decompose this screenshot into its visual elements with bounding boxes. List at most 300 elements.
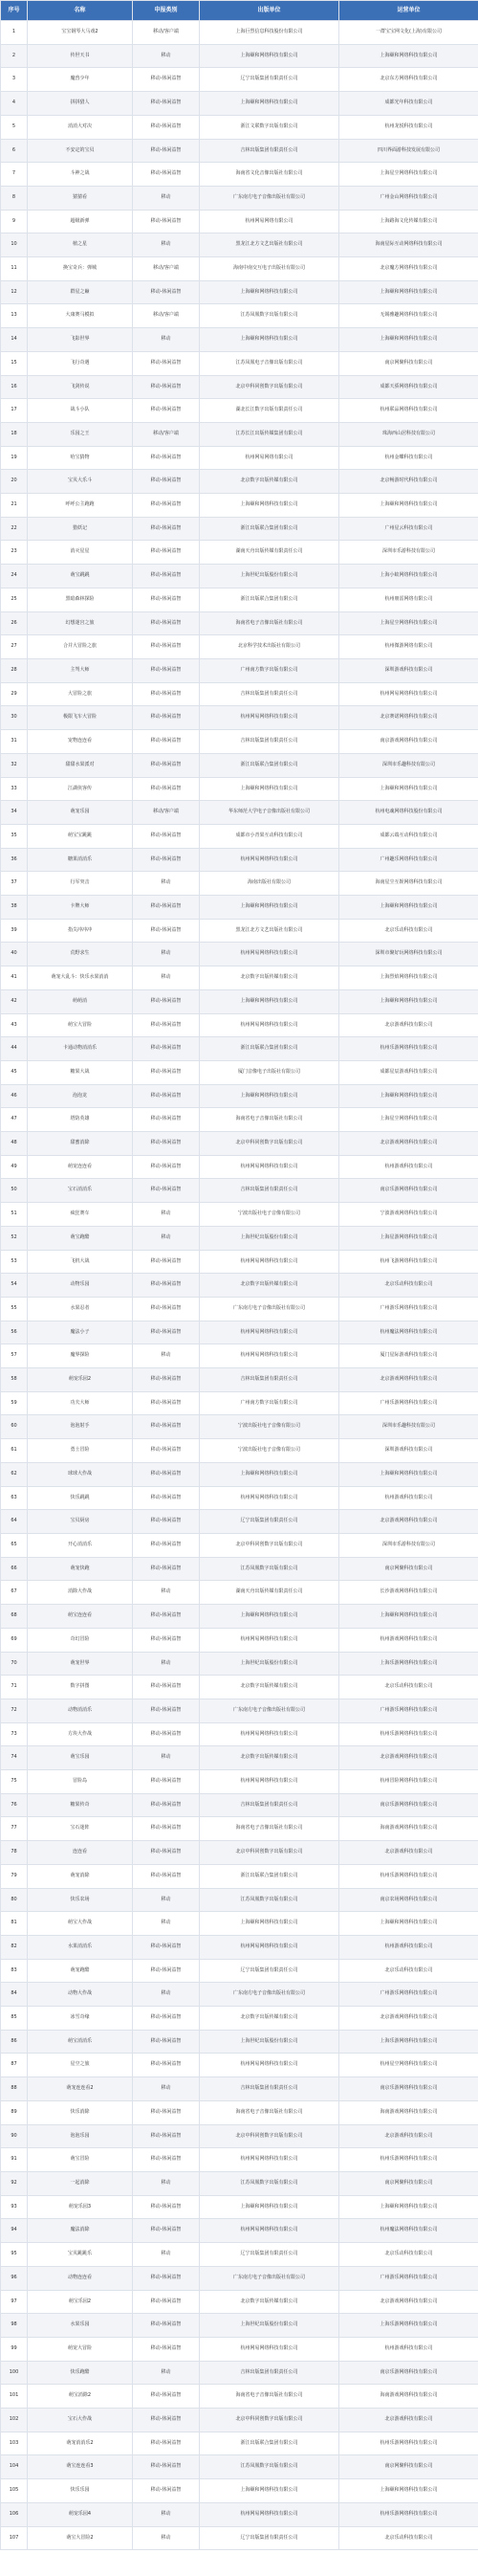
cell-name: 奇幻冒险 [28, 1628, 133, 1652]
cell-name: 萌宝宝跳跳 [28, 824, 133, 848]
cell-category: 移动-休闲益智 [133, 1391, 200, 1415]
cell-category: 移动-休闲益智 [133, 730, 200, 754]
cell-operator: 上海颐和网络科技有限公司 [339, 2195, 478, 2219]
cell-index: 12 [1, 280, 28, 304]
cell-operator: 杭州游戏科技有限公司 [339, 1486, 478, 1510]
cell-publisher: 吉林出版集团有限责任公司 [200, 139, 339, 163]
cell-category: 移动-休闲益智 [133, 2409, 200, 2432]
cell-index: 8 [1, 186, 28, 210]
cell-index: 76 [1, 1793, 28, 1817]
cell-publisher: 吉林出版集团有限责任公司 [200, 1368, 339, 1392]
cell-name: 宝贝大乐斗 [28, 470, 133, 494]
cell-index: 11 [1, 257, 28, 281]
cell-publisher: 杭州网易网络科技有限公司 [200, 1155, 339, 1179]
cell-category: 移动-休闲益智 [133, 2314, 200, 2338]
cell-operator: 南京乐游网络科技有限公司 [339, 2361, 478, 2385]
table-row [1, 375, 478, 399]
cell-publisher: 广东南方电子音像出版社有限公司 [200, 1699, 339, 1722]
cell-category: 移动 [133, 1912, 200, 1936]
table-row [1, 2337, 478, 2361]
cell-index: 16 [1, 375, 28, 399]
cell-publisher: 华东师范大学电子音像出版社有限公司 [200, 801, 339, 825]
cell-name: 动物大作战 [28, 1983, 133, 2007]
cell-name: 宝贝厨房 [28, 1510, 133, 1534]
cell-category: 移动 [133, 2526, 200, 2550]
cell-index: 40 [1, 943, 28, 966]
table-row [1, 139, 478, 163]
cell-name: 水果乐园 [28, 2314, 133, 2338]
table-row [1, 2195, 478, 2219]
cell-name: 萌宠世界 [28, 1652, 133, 1676]
cell-category: 移动-休闲益智 [133, 2455, 200, 2479]
cell-category: 移动-休闲益智 [133, 1959, 200, 1983]
table-row [1, 1888, 478, 1912]
cell-category: 移动 [133, 2502, 200, 2526]
cell-name: 消消大对决 [28, 115, 133, 139]
cell-name: 行军突击 [28, 872, 133, 896]
cell-index: 29 [1, 682, 28, 706]
cell-index: 47 [1, 1108, 28, 1132]
cell-publisher: 成都市小青果互动科技有限公司 [200, 824, 339, 848]
cell-category: 移动 [133, 1226, 200, 1250]
table-row [1, 565, 478, 588]
cell-publisher: 黑龙江北方文艺出版社有限公司 [200, 919, 339, 943]
cell-name: 快乐农场 [28, 1888, 133, 1912]
cell-index: 79 [1, 1864, 28, 1888]
cell-name: 魔法小子 [28, 1321, 133, 1344]
cell-index: 39 [1, 919, 28, 943]
table-row [1, 1510, 478, 1534]
table-row [1, 541, 478, 565]
table-row [1, 2219, 478, 2243]
cell-publisher: 杭州网易网络科技有限公司 [200, 706, 339, 730]
cell-category: 移动-休闲益智 [133, 2266, 200, 2290]
cell-name: 指尖冲冲冲 [28, 919, 133, 943]
cell-operator: 杭州乐游网络科技有限公司 [339, 2148, 478, 2172]
cell-publisher: 浙江出版联合集团有限公司 [200, 1864, 339, 1888]
cell-index: 7 [1, 163, 28, 187]
cell-category: 移动-休闲益智 [133, 1864, 200, 1888]
cell-category: 移动 [133, 1203, 200, 1227]
cell-category: 移动-休闲益智 [133, 1274, 200, 1298]
cell-operator: 杭州朋雷网络有限公司 [339, 588, 478, 611]
header-name: 名称 [28, 1, 133, 21]
cell-publisher: 杭州网易网络科技有限公司 [200, 1321, 339, 1344]
cell-name: 萌宝消消乐 [28, 2030, 133, 2054]
cell-name: 萌宠快跑 [28, 1557, 133, 1581]
cell-category: 移动-休闲益智 [133, 1415, 200, 1439]
table-row [1, 1391, 478, 1415]
cell-publisher: 上海颐和网络科技有限公司 [200, 1912, 339, 1936]
cell-category: 移动 [133, 2171, 200, 2195]
cell-index: 94 [1, 2219, 28, 2243]
cell-category: 移动-休闲益智 [133, 1935, 200, 1959]
cell-index: 19 [1, 446, 28, 470]
cell-publisher: 吉林出版集团有限责任公司 [200, 2361, 339, 2385]
table-row [1, 2526, 478, 2550]
cell-category: 移动-休闲益智 [133, 1179, 200, 1203]
cell-category: 移动-休闲益智 [133, 446, 200, 470]
cell-category: 移动-休闲益智 [133, 588, 200, 611]
cell-publisher: 北京数字出版传媒有限公司 [200, 2007, 339, 2031]
cell-category: 移动-休闲益智 [133, 635, 200, 659]
cell-index: 45 [1, 1060, 28, 1084]
cell-category: 移动-休闲益智 [133, 1605, 200, 1629]
table-row [1, 588, 478, 611]
cell-index: 42 [1, 989, 28, 1013]
cell-publisher: 海南省电子音像出版社有限公司 [200, 2100, 339, 2124]
cell-publisher: 上海颐和网络科技有限公司 [200, 2479, 339, 2503]
cell-operator: 北京乐动科技有限公司 [339, 1274, 478, 1298]
cell-category: 移动-休闲益智 [133, 1722, 200, 1746]
table-row [1, 730, 478, 754]
cell-name: 卡牌大师 [28, 896, 133, 920]
cell-category: 移动-休闲益智 [133, 777, 200, 801]
cell-operator: 上海烈焰网络科技有限公司 [339, 966, 478, 990]
cell-name: 动物乐园 [28, 1274, 133, 1298]
cell-publisher: 海南出版社有限公司 [200, 872, 339, 896]
cell-name: 江湖侠客传 [28, 777, 133, 801]
cell-name: 星空之旅 [28, 2054, 133, 2077]
cell-index: 26 [1, 611, 28, 635]
cell-index: 75 [1, 1770, 28, 1794]
cell-index: 67 [1, 1581, 28, 1605]
cell-index: 98 [1, 2314, 28, 2338]
cell-operator: 长沙游戏网络科技有限公司 [339, 1581, 478, 1605]
cell-publisher: 杭州网易网络科技有限公司 [200, 1250, 339, 1274]
cell-index: 70 [1, 1652, 28, 1676]
cell-index: 27 [1, 635, 28, 659]
cell-operator: 海南游戏网络科技有限公司 [339, 1817, 478, 1841]
cell-category: 移动/客户端 [133, 304, 200, 328]
table-row [1, 1321, 478, 1344]
cell-name: 宝贝跳跳乐 [28, 2243, 133, 2267]
cell-publisher: 海南省电子音像出版社有限公司 [200, 2385, 339, 2409]
cell-index: 60 [1, 1415, 28, 1439]
table-row [1, 2077, 478, 2101]
table-row [1, 2385, 478, 2409]
cell-index: 57 [1, 1344, 28, 1368]
cell-index: 103 [1, 2432, 28, 2455]
cell-publisher: 杭州网易网络科技有限公司 [200, 2502, 339, 2526]
cell-index: 58 [1, 1368, 28, 1392]
cell-publisher: 北京中科同创数字出版有限公司 [200, 375, 339, 399]
cell-name: 猎妖记 [28, 517, 133, 541]
cell-index: 23 [1, 541, 28, 565]
cell-index: 18 [1, 422, 28, 446]
table-row [1, 2171, 478, 2195]
cell-index: 17 [1, 399, 28, 423]
cell-operator: 海南星尘互娱网络科技有限公司 [339, 872, 478, 896]
cell-index: 34 [1, 801, 28, 825]
cell-index: 4 [1, 92, 28, 116]
cell-operator: 北京乐动科技有限公司 [339, 919, 478, 943]
cell-publisher: 北京数字出版传媒有限公司 [200, 966, 339, 990]
cell-index: 55 [1, 1297, 28, 1321]
cell-category: 移动-休闲益智 [133, 1060, 200, 1084]
cell-category: 移动 [133, 328, 200, 352]
cell-index: 74 [1, 1746, 28, 1770]
cell-operator: 北京东方网络科技有限公司 [339, 68, 478, 92]
cell-operator: 杭州金蝶科技有限公司 [339, 446, 478, 470]
cell-operator: 北京畅游时代科技有限公司 [339, 470, 478, 494]
cell-index: 92 [1, 2171, 28, 2195]
cell-operator: 北京赛诺网络科技有限公司 [339, 706, 478, 730]
table-row [1, 611, 478, 635]
cell-operator: 深圳市乐趣科技有限公司 [339, 1415, 478, 1439]
cell-name: 萌宝乐园2 [28, 2290, 133, 2314]
cell-category: 移动-休闲益智 [133, 2219, 200, 2243]
cell-name: 冰雪奇缘 [28, 2007, 133, 2031]
cell-name: 群星之巅 [28, 280, 133, 304]
cell-category: 移动-休闲益智 [133, 2007, 200, 2031]
table-row [1, 1770, 478, 1794]
cell-name: 魔界探险 [28, 1344, 133, 1368]
cell-category: 移动-休闲益智 [133, 919, 200, 943]
cell-category: 移动-休闲益智 [133, 210, 200, 233]
cell-category: 移动-休闲益智 [133, 1155, 200, 1179]
cell-category: 移动-休闲益智 [133, 1676, 200, 1699]
cell-name: 糖果消消乐 [28, 848, 133, 872]
cell-operator: 深圳游戏科技有限公司 [339, 1439, 478, 1463]
cell-category: 移动-休闲益智 [133, 2479, 200, 2503]
cell-category: 移动-休闲益智 [133, 1534, 200, 1558]
table-row [1, 92, 478, 116]
cell-name: 卡通动物消消乐 [28, 1037, 133, 1061]
cell-index: 65 [1, 1534, 28, 1558]
cell-index: 99 [1, 2337, 28, 2361]
cell-operator: 成都光年科技有限公司 [339, 92, 478, 116]
cell-publisher: 上海颐和网络科技有限公司 [200, 494, 339, 518]
cell-operator: 上海颐和网络科技有限公司 [339, 777, 478, 801]
cell-operator: 广州游乐网络科技有限公司 [339, 1983, 478, 2007]
cell-category: 移动/客户端 [133, 801, 200, 825]
cell-operator: 北京游戏网络科技有限公司 [339, 2007, 478, 2031]
cell-publisher: 上海颐和网络科技有限公司 [200, 1462, 339, 1486]
cell-name: 不安定的宝贝 [28, 139, 133, 163]
cell-operator: 上海颐和网络科技有限公司 [339, 989, 478, 1013]
cell-operator: 杭州飞游网络科技有限公司 [339, 1250, 478, 1274]
table-row [1, 2290, 478, 2314]
cell-operator: 深圳市乐趣科技有限公司 [339, 753, 478, 777]
cell-name: 萌萌消 [28, 989, 133, 1013]
cell-publisher: 杭州网易网络科技有限公司 [200, 1770, 339, 1794]
cell-category: 移动-休闲益智 [133, 280, 200, 304]
cell-name: 萌宠大冒险 [28, 2337, 133, 2361]
table-row [1, 777, 478, 801]
cell-index: 10 [1, 233, 28, 257]
cell-index: 89 [1, 2100, 28, 2124]
table-row [1, 2100, 478, 2124]
cell-publisher: 北京中科同创数字出版有限公司 [200, 1132, 339, 1156]
cell-operator: 南京网聚科技有限公司 [339, 2171, 478, 2195]
cell-publisher: 江苏凤凰电子音像出版有限公司 [200, 351, 339, 375]
cell-name: 宝石消消乐 [28, 1179, 133, 1203]
cell-operator: 广州金山网络科技有限公司 [339, 186, 478, 210]
cell-index: 87 [1, 2054, 28, 2077]
cell-index: 30 [1, 706, 28, 730]
cell-category: 移动-休闲益智 [133, 896, 200, 920]
cell-operator: 北京游戏网络科技有限公司 [339, 1132, 478, 1156]
cell-name: 动物连连看 [28, 2266, 133, 2290]
cell-index: 48 [1, 1132, 28, 1156]
cell-publisher: 厦门音像电子出版社有限公司 [200, 1060, 339, 1084]
cell-operator: 宁波游戏网络科技有限公司 [339, 1203, 478, 1227]
header-row [1, 1, 478, 21]
cell-operator: 杭州龙悦科技有限公司 [339, 115, 478, 139]
table-row [1, 280, 478, 304]
table-row [1, 1864, 478, 1888]
cell-operator: 深圳游戏科技有限公司 [339, 658, 478, 682]
cell-index: 21 [1, 494, 28, 518]
table-row [1, 1297, 478, 1321]
cell-publisher: 杭州网易网络科技有限公司 [200, 2054, 339, 2077]
cell-publisher: 宁波出版社电子音像有限公司 [200, 1439, 339, 1463]
cell-index: 53 [1, 1250, 28, 1274]
cell-index: 100 [1, 2361, 28, 2385]
cell-publisher: 杭州网易网络科技有限公司 [200, 1486, 339, 1510]
cell-name: 传世天书 [28, 44, 133, 68]
cell-operator: 一群宝宝网文化(上海)有限公司 [339, 21, 478, 45]
cell-publisher: 杭州网易网络科技有限公司 [200, 1935, 339, 1959]
cell-publisher: 辽宁出版集团有限责任公司 [200, 1510, 339, 1534]
table-body [1, 21, 478, 2550]
cell-name: 乐园之王 [28, 422, 133, 446]
cell-category: 移动 [133, 1344, 200, 1368]
cell-name: 萌宠乐园 [28, 801, 133, 825]
cell-category: 移动-休闲益智 [133, 68, 200, 92]
table-row [1, 44, 478, 68]
cell-category: 移动 [133, 943, 200, 966]
cell-publisher: 北京中科同创数字出版有限公司 [200, 1841, 339, 1865]
cell-publisher: 杭州网易网络科技有限公司 [200, 1722, 339, 1746]
table-row [1, 1179, 478, 1203]
cell-name: 萌宝大冒险 [28, 1013, 133, 1037]
table-row [1, 2148, 478, 2172]
cell-index: 36 [1, 848, 28, 872]
cell-category: 移动 [133, 44, 200, 68]
cell-publisher: 上海世纪出版股份有限公司 [200, 1652, 339, 1676]
cell-operator: 成都云端互动科技有限公司 [339, 824, 478, 848]
cell-category: 移动-休闲益智 [133, 1557, 200, 1581]
cell-name: 糖果传奇 [28, 1793, 133, 1817]
cell-category: 移动-休闲益智 [133, 2337, 200, 2361]
cell-category: 移动-休闲益智 [133, 115, 200, 139]
cell-name: 消灭星星 [28, 541, 133, 565]
cell-operator: 南京乐游网络科技有限公司 [339, 1179, 478, 1203]
cell-category: 移动-休闲益智 [133, 565, 200, 588]
cell-category: 移动-休闲益智 [133, 1699, 200, 1722]
cell-operator: 广州游乐网络科技有限公司 [339, 1699, 478, 1722]
cell-index: 102 [1, 2409, 28, 2432]
cell-index: 54 [1, 1274, 28, 1298]
cell-index: 88 [1, 2077, 28, 2101]
table-row [1, 2314, 478, 2338]
cell-category: 移动 [133, 186, 200, 210]
cell-index: 64 [1, 1510, 28, 1534]
table-row [1, 1652, 478, 1676]
cell-publisher: 湖南天舟出版传媒有限责任公司 [200, 1581, 339, 1605]
cell-name: 功夫大师 [28, 1391, 133, 1415]
cell-category: 移动 [133, 2361, 200, 2385]
cell-category: 移动-休闲益智 [133, 989, 200, 1013]
table-row [1, 943, 478, 966]
table-row [1, 1912, 478, 1936]
cell-category: 移动-休闲益智 [133, 375, 200, 399]
cell-operator: 上海星尘网络科技有限公司 [339, 163, 478, 187]
cell-index: 104 [1, 2455, 28, 2479]
cell-publisher: 上海颐和网络科技有限公司 [200, 777, 339, 801]
cell-operator: 上海颐和网络科技有限公司 [339, 328, 478, 352]
cell-operator: 广州游乐网络科技有限公司 [339, 2266, 478, 2290]
cell-category: 移动-休闲益智 [133, 2124, 200, 2148]
cell-category: 移动-休闲益智 [133, 1439, 200, 1463]
cell-category: 移动/客户端 [133, 257, 200, 281]
cell-operator: 杭州游戏科技有限公司 [339, 1935, 478, 1959]
table-row [1, 2266, 478, 2290]
cell-category: 移动-休闲益智 [133, 2385, 200, 2409]
cell-category: 移动 [133, 1983, 200, 2007]
cell-index: 33 [1, 777, 28, 801]
cell-operator: 上海颐和网络科技有限公司 [339, 896, 478, 920]
cell-category: 移动-休闲益智 [133, 1250, 200, 1274]
cell-name: 飞行奇遇 [28, 351, 133, 375]
table-row [1, 658, 478, 682]
table-row [1, 1628, 478, 1652]
cell-category: 移动-休闲益智 [133, 1628, 200, 1652]
cell-name: 萌宝跳跳 [28, 565, 133, 588]
cell-index: 31 [1, 730, 28, 754]
table-row [1, 1746, 478, 1770]
table-row [1, 919, 478, 943]
cell-index: 73 [1, 1722, 28, 1746]
cell-index: 9 [1, 210, 28, 233]
cell-operator: 深圳市乐游科技有限公司 [339, 1534, 478, 1558]
cell-publisher: 江苏凤凰数字出版有限公司 [200, 1888, 339, 1912]
header-category: 申报类别 [133, 1, 200, 21]
cell-name: 极限飞车大冒险 [28, 706, 133, 730]
cell-index: 6 [1, 139, 28, 163]
cell-operator: 成都天骄网络科技有限公司 [339, 375, 478, 399]
cell-operator: 上海小蚁网络科技有限公司 [339, 565, 478, 588]
table-row [1, 1534, 478, 1558]
cell-operator: 上海星尘网络科技有限公司 [339, 1108, 478, 1132]
cell-publisher: 浙江出版联合集团有限公司 [200, 753, 339, 777]
cell-category: 移动-休闲益智 [133, 1368, 200, 1392]
cell-publisher: 广州南方数字出版有限公司 [200, 658, 339, 682]
table-row [1, 1486, 478, 1510]
cell-category: 移动-休闲益智 [133, 1770, 200, 1794]
cell-operator: 上海颐和网络科技有限公司 [339, 1084, 478, 1108]
cell-operator: 广州游乐网络科技有限公司 [339, 1297, 478, 1321]
table-row [1, 1013, 478, 1037]
cell-index: 85 [1, 2007, 28, 2031]
cell-publisher: 杭州网易网络科技有限公司 [200, 2219, 339, 2243]
cell-category: 移动-休闲益智 [133, 541, 200, 565]
cell-name: 幻想迷宫之旅 [28, 611, 133, 635]
cell-operator: 北京乐动科技有限公司 [339, 2526, 478, 2550]
cell-operator: 南京游戏网络科技有限公司 [339, 730, 478, 754]
table-row [1, 848, 478, 872]
cell-name: 塔防英雄 [28, 1108, 133, 1132]
table-row [1, 1959, 478, 1983]
cell-category: 移动-休闲益智 [133, 399, 200, 423]
table-row [1, 1605, 478, 1629]
cell-name: 一起消除 [28, 2171, 133, 2195]
cell-publisher: 海南中南交互电子出版社有限公司 [200, 257, 339, 281]
cell-index: 96 [1, 2266, 28, 2290]
cell-category: 移动-休闲益智 [133, 2432, 200, 2455]
